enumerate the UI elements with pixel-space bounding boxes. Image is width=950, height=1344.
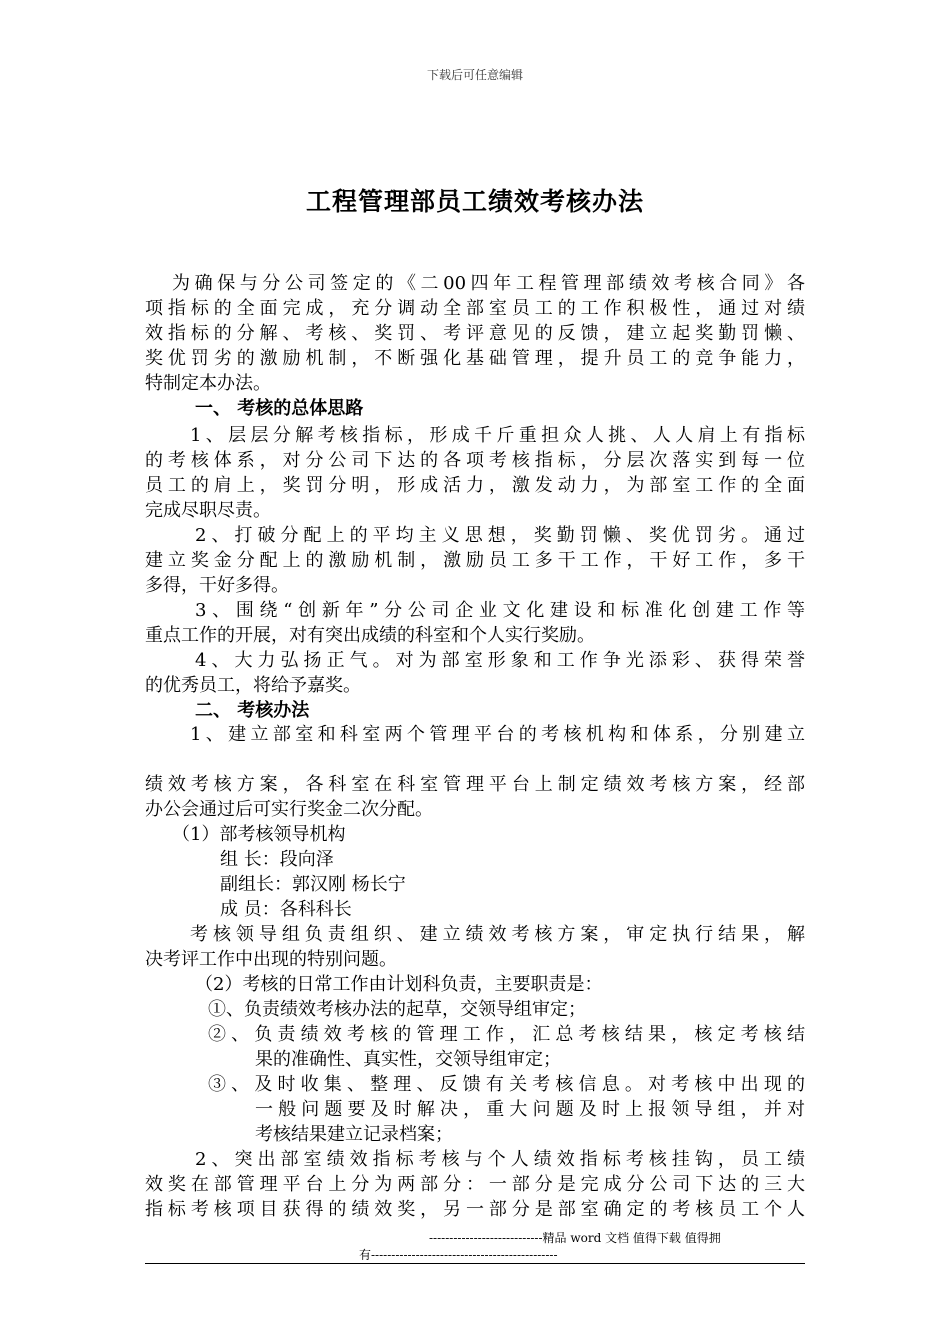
text-line: 决考评工作中出现的特别问题。 — [145, 949, 397, 970]
text-line: 建立奖金分配上的激励机制，激励员工多干工作，干好工作，多干 — [145, 550, 805, 571]
text-line: 完成尽职尽责。 — [145, 500, 271, 521]
text-line: 为确保与分公司签定的《二00四年工程管理部绩效考核合同》各 — [172, 273, 805, 294]
text-line: 1、层层分解考核指标，形成千斤重担众人挑、人人肩上有指标 — [190, 425, 805, 446]
text-line: ①、负责绩效考核办法的起草，交领导组审定； — [208, 999, 586, 1020]
text-line: 的优秀员工，将给予嘉奖。 — [145, 675, 361, 696]
text-line: 特制定本办法。 — [145, 373, 271, 394]
text-line: 1、建立部室和科室两个管理平台的考核机构和体系，分别建立 — [190, 724, 805, 745]
text-line: 组 长：段向泽 — [220, 849, 334, 870]
text-line: 重点工作的开展，对有突出成绩的科室和个人实行奖励。 — [145, 625, 595, 646]
text-line: 2、打破分配上的平均主义思想，奖勤罚懒、奖优罚劣。通过 — [195, 525, 805, 546]
text-line: 果的准确性、真实性，交领导组审定； — [255, 1049, 561, 1070]
text-line: ②、负责绩效考核的管理工作，汇总考核结果，核定考核结 — [208, 1024, 805, 1045]
text-line: （2）考核的日常工作由计划科负责，主要职责是： — [195, 974, 603, 995]
footer-rule — [145, 1263, 805, 1264]
text-line: 3、围绕“创新年”分公司企业文化建设和标准化创建工作等 — [195, 600, 805, 621]
text-line: 一般问题要及时解决，重大问题及时上报领导组，并对 — [255, 1099, 805, 1120]
text-line: 考核领导组负责组织、建立绩效考核方案，审定执行结果，解 — [190, 924, 805, 945]
text-line: 成 员：各科科长 — [220, 899, 352, 920]
text-line: 效指标的分解、考核、奖罚、考评意见的反馈，建立起奖勤罚懒、 — [145, 323, 805, 344]
section-heading: 一、 考核的总体思路 — [195, 398, 364, 419]
page-header: 下载后可任意编辑 — [426, 68, 523, 82]
footer-line-1: ----------------------------精品 word 文档 值得下载 值得拥 — [429, 1231, 721, 1245]
text-line: 项指标的全面完成，充分调动全部室员工的工作积极性，通过对绩 — [145, 298, 805, 319]
text-line: 副组长：郭汉刚 杨长宁 — [220, 874, 406, 895]
text-line: 奖优罚劣的激励机制，不断强化基础管理，提升员工的竞争能力， — [145, 348, 805, 369]
text-line: （1）部考核领导机构 — [172, 824, 346, 845]
footer-line-2: 有---------------------------------------------- — [359, 1248, 558, 1262]
text-line: 员工的肩上，奖罚分明，形成活力，激发动力，为部室工作的全面 — [145, 475, 805, 496]
text-line: ③、及时收集、整理、反馈有关考核信息。对考核中出现的 — [208, 1074, 805, 1095]
text-line: 办公会通过后可实行奖金二次分配。 — [145, 799, 433, 820]
document-title: 工程管理部员工绩效考核办法 — [305, 187, 644, 216]
section-heading: 二、 考核办法 — [195, 700, 310, 721]
text-line: 的考核体系，对分公司下达的各项考核指标，分层次落实到每一位 — [145, 450, 805, 471]
text-line: 效奖在部管理平台上分为两部分：一部分是完成分公司下达的三大 — [145, 1174, 805, 1195]
text-line: 考核结果建立记录档案； — [255, 1124, 453, 1145]
text-line: 2、突出部室绩效指标考核与个人绩效指标考核挂钩，员工绩 — [195, 1149, 805, 1170]
text-line: 4、大力弘扬正气。对为部室形象和工作争光添彩、获得荣誉 — [195, 650, 805, 671]
text-line: 绩效考核方案，各科室在科室管理平台上制定绩效考核方案，经部 — [145, 774, 805, 795]
text-line: 多得，干好多得。 — [145, 575, 289, 596]
text-line: 指标考核项目获得的绩效奖，另一部分是部室确定的考核员工个人 — [145, 1199, 805, 1220]
